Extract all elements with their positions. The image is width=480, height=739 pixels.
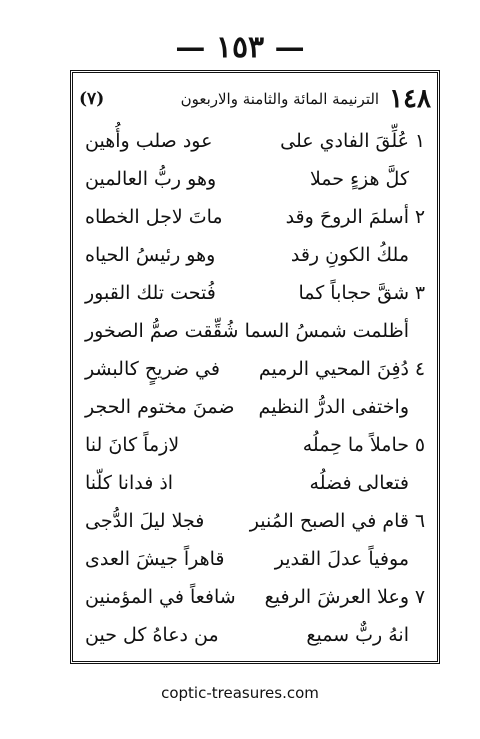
second-hemistich: ضمنَ مختوم الحجر <box>85 396 235 418</box>
verse-number: ٤ <box>414 358 426 380</box>
second-hemistich: ماتَ لاجل الخطاه <box>85 206 223 228</box>
hymn-frame <box>70 70 440 664</box>
verse-number: ٣ <box>414 282 426 304</box>
verse-line <box>79 237 431 273</box>
verse-line <box>79 579 431 615</box>
second-hemistich: لازماً كانَ لنا <box>85 434 180 456</box>
first-hemistich: شقَّ حجاباً كما <box>298 282 409 304</box>
hymn-header <box>79 79 431 119</box>
first-hemistich: فتعالى فضلُه <box>309 472 409 494</box>
verse-line <box>79 313 431 349</box>
hymn-number: ١٤٨ <box>389 84 431 114</box>
first-hemistich: كلَّ هزءٍ حملا <box>309 168 409 190</box>
page-number: — ١٥٣ — <box>175 30 305 65</box>
first-hemistich: حاملاً ما حِملُه <box>302 434 409 456</box>
verse-number: ٦ <box>414 510 426 532</box>
verse-line <box>79 275 431 311</box>
second-hemistich: عود صلب وأُهين <box>85 130 213 152</box>
second-hemistich: قاهراً جيشَ العدى <box>85 548 225 570</box>
verse-number: ١ <box>414 130 426 152</box>
verse-number: ٥ <box>414 434 426 456</box>
verse-line <box>79 465 431 501</box>
first-hemistich: انهُ ربٌّ سميع <box>306 624 409 646</box>
first-hemistich: واختفى الدرُّ النظيم <box>258 396 409 418</box>
verse-number: ٢ <box>414 206 426 228</box>
second-hemistich: اذ فدانا كلّنا <box>85 472 174 494</box>
second-hemistich: شافعاً في المؤمنين <box>85 586 236 608</box>
verse-line <box>79 351 431 387</box>
hymn-tune-number: (٧) <box>79 89 105 109</box>
first-hemistich: موفياً عدلَ القدير <box>274 548 409 570</box>
second-hemistich: شُقِّقت صمُّ الصخور <box>85 320 239 342</box>
verse-line <box>79 161 431 197</box>
first-hemistich: عُلِّقَ الفادي على <box>280 130 409 152</box>
verse-line <box>79 503 431 539</box>
first-hemistich: أسلمَ الروحَ وقد <box>285 206 409 228</box>
second-hemistich: فُتحت تلك القبور <box>85 282 216 304</box>
watermark-text: coptic-treasures.com <box>161 684 319 702</box>
verse-line <box>79 541 431 577</box>
first-hemistich: دُفِنَ المحيي الرميم <box>258 358 409 380</box>
verse-line <box>79 389 431 425</box>
second-hemistich: في ضريحٍ كالبشر <box>85 358 220 380</box>
first-hemistich: وعلا العرشَ الرفيع <box>264 586 409 608</box>
second-hemistich: من دعاهُ كل حين <box>85 624 219 646</box>
second-hemistich: وهو رئيسُ الحياه <box>85 244 216 266</box>
verse-line <box>79 199 431 235</box>
verse-number: ٧ <box>414 586 426 608</box>
verse-line <box>79 617 431 653</box>
first-hemistich: قام في الصبح المُنير <box>249 510 409 532</box>
first-hemistich: أظلمت شمسُ السما <box>244 320 409 342</box>
verse-line <box>79 123 431 159</box>
hymn-title: الترنيمة المائة والثامنة والاربعون <box>180 90 380 108</box>
verse-line <box>79 427 431 463</box>
second-hemistich: وهو ربُّ العالمين <box>85 168 217 190</box>
second-hemistich: فجلا ليلَ الدُّجى <box>85 510 205 532</box>
first-hemistich: ملكُ الكونِ رقد <box>290 244 409 266</box>
